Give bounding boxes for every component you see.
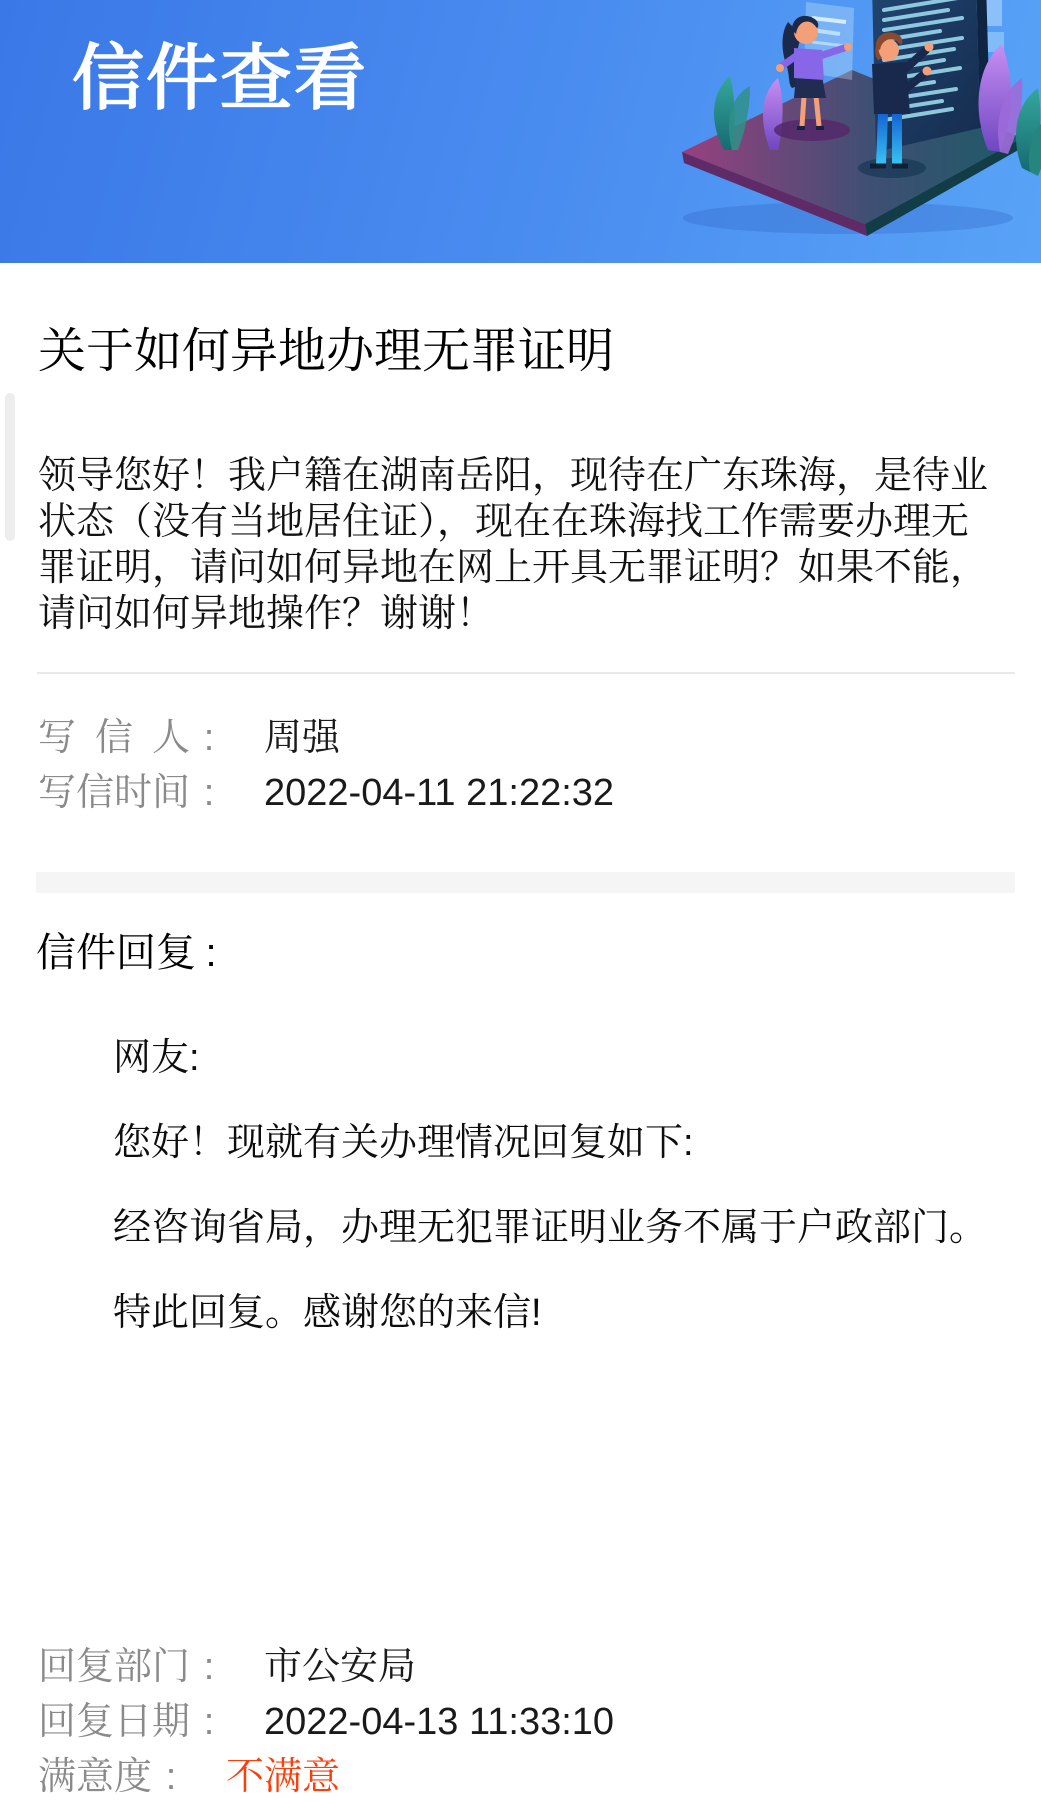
reply-department-label: 回复部门 [38, 1646, 191, 1688]
reply-body [113, 1036, 1003, 1376]
writer-colon: : [203, 717, 215, 759]
letter-meta [38, 711, 614, 821]
reply-department-colon: : [203, 1646, 215, 1688]
header-banner [0, 0, 1041, 263]
reply-paragraph: 经咨询省局，办理无犯罪证明业务不属于户政部门。 [113, 1207, 988, 1249]
reply-department-row [38, 1640, 614, 1695]
reply-section-title-text: 信件回复 [36, 931, 196, 975]
letter-body: 领导您好！我户籍在湖南岳阳，现待在广东珠海，是待业状态（没有当地居住证），现在在珠海找工作需要办理无罪证明，请问如何异地在网上开具无罪证明？如果不能，请问如何异地操作？谢谢！ [38, 455, 989, 635]
reply-date-colon: : [203, 1701, 215, 1743]
scrollbar-thumb[interactable] [5, 393, 15, 541]
satisfaction-colon: : [165, 1756, 177, 1798]
section-divider-band [36, 872, 1015, 893]
page-title: 信件查看 [72, 39, 369, 119]
reply-meta [38, 1640, 614, 1802]
reply-date-label: 回复日期 [38, 1701, 191, 1743]
reply-department-value: 市公安局 [264, 1646, 417, 1688]
reply-paragraph: 您好！现就有关办理情况回复如下: [113, 1122, 694, 1164]
reply-section-colon: : [205, 931, 217, 975]
writer-value: 周强 [264, 717, 341, 759]
reply-section-title [36, 925, 226, 981]
writer-label: 写信人 [38, 717, 190, 759]
letter-subject: 关于如何异地办理无罪证明 [38, 325, 615, 378]
write-time-row [38, 766, 614, 821]
satisfaction-row [38, 1750, 614, 1802]
reply-paragraph: 特此回复。感谢您的来信! [113, 1292, 542, 1334]
write-time-label: 写信时间 [38, 772, 191, 814]
divider-line [37, 672, 1015, 674]
reply-date-value: 2022-04-13 11:33:10 [264, 1701, 615, 1743]
reply-date-row [38, 1695, 614, 1750]
satisfaction-label: 满意度 [38, 1756, 153, 1798]
write-time-value: 2022-04-11 21:22:32 [264, 772, 615, 814]
satisfaction-value: 不满意 [226, 1756, 341, 1798]
write-time-colon: : [203, 772, 215, 814]
reply-paragraph: 网友: [113, 1037, 200, 1079]
writer-row [38, 711, 614, 766]
header-illustration [620, 0, 1041, 240]
